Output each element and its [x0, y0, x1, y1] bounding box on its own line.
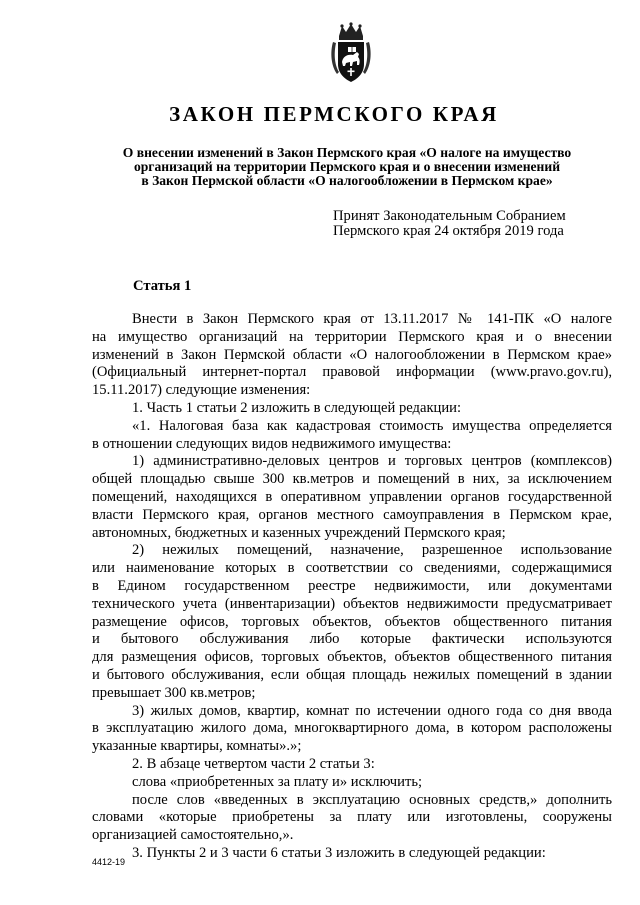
body-line: словами «которые приобретены за плату или изготовлены, сооружены: [92, 809, 612, 826]
body-line: в отношении следующих видов недвижимого имущества:: [92, 435, 452, 452]
body-line: 1. Часть 1 статьи 2 изложить в следующей редакции:: [132, 399, 462, 416]
body-line: на имущество организаций на территории Пермского края и о внесении: [92, 328, 612, 345]
body-line: «1. Налоговая база как кадастровая стоимость имущества определяется: [132, 417, 612, 434]
subtitle-line: в Закон Пермской области «О налогообложении в Пермском крае»: [141, 173, 553, 188]
body-line: помещений, находящихся в оперативном управлении органов государственной: [92, 488, 612, 505]
body-line: Внести в Закон Пермского края от 13.11.2017 № 141-ПК «О налоге: [132, 311, 612, 327]
body-line: и бытового обслуживания либо которые фактически используются: [92, 631, 612, 648]
adoption-note: [333, 209, 566, 239]
article-heading: Статья 1: [133, 278, 192, 294]
body-line: в эксплуатацию жилого дома, многоквартирного дома, в котором расположены: [92, 720, 612, 737]
perm-coat-of-arms-icon: [329, 22, 373, 84]
body-line: 3. Пункты 2 и 3 части 6 статьи 3 изложить в следующей редакции:: [132, 844, 546, 861]
adoption-line: Пермского края 24 октября 2019 года: [333, 223, 564, 239]
body-line: (Официальный интернет-портал правовой информации (www.pravo.gov.ru),: [92, 364, 612, 381]
body-line: и бытового обслуживания, если общая площадь нежилых помещений в здании: [92, 666, 612, 683]
body-line: общей площадью свыше 300 кв.метров и помещений в них, за исключением: [92, 471, 612, 488]
body-line: после слов «введенных в эксплуатацию основных средств,» дополнить: [132, 791, 612, 808]
body-line: для размещения офисов, торговых объектов, объектов общественного питания: [92, 649, 612, 666]
document-code: 4412-19: [92, 857, 126, 867]
document-subtitle: [92, 146, 602, 188]
body-line: указанные квартиры, комнаты».»;: [92, 738, 302, 755]
subtitle-line: О внесении изменений в Закон Пермского края «О налоге на имущество: [122, 145, 572, 160]
body-line: слова «приобретенных за плату и» исключить;: [132, 773, 423, 790]
body-line: 1) административно-деловых центров и торговых центров (комплексов): [132, 453, 612, 470]
body-line: в Едином государственном реестре недвижимости, или документами: [92, 577, 612, 594]
body-line: 2. В абзаце четвертом части 2 статьи 3:: [132, 755, 375, 772]
document-title: ЗАКОН ПЕРМСКОГО КРАЯ: [169, 102, 499, 126]
adoption-line: Принят Законодательным Собранием: [333, 208, 566, 224]
body-line: превышает 300 кв.метров;: [92, 684, 256, 701]
body-line: 2) нежилых помещений, назначение, разрешенное использование: [132, 542, 612, 559]
body-line: автономных, бюджетных и казенных учреждений Пермского края;: [92, 524, 506, 541]
body-line: или наименование которых в соответствии со сведениями, содержащимися: [92, 560, 612, 577]
body-line: 3) жилых домов, квартир, комнат по истечении одного года со дня ввода: [132, 702, 612, 719]
body-line: 15.11.2017) следующие изменения:: [92, 382, 311, 399]
body-line: технического учета (инвентаризации) объектов недвижимости предусматривает: [92, 595, 612, 612]
body-line: размещение офисов, торговых объектов, объектов общественного питания: [92, 613, 612, 630]
body-line: изменений в Закон Пермской области «О налогообложении в Пермском крае»: [92, 346, 612, 363]
body-line: организацией самостоятельно,».: [92, 827, 294, 844]
subtitle-line: организаций на территории Пермского края и о внесении изменений: [133, 159, 561, 174]
article-body: [92, 311, 612, 863]
body-line: власти Пермского края, органов местного самоуправления в Пермском крае,: [92, 506, 612, 523]
